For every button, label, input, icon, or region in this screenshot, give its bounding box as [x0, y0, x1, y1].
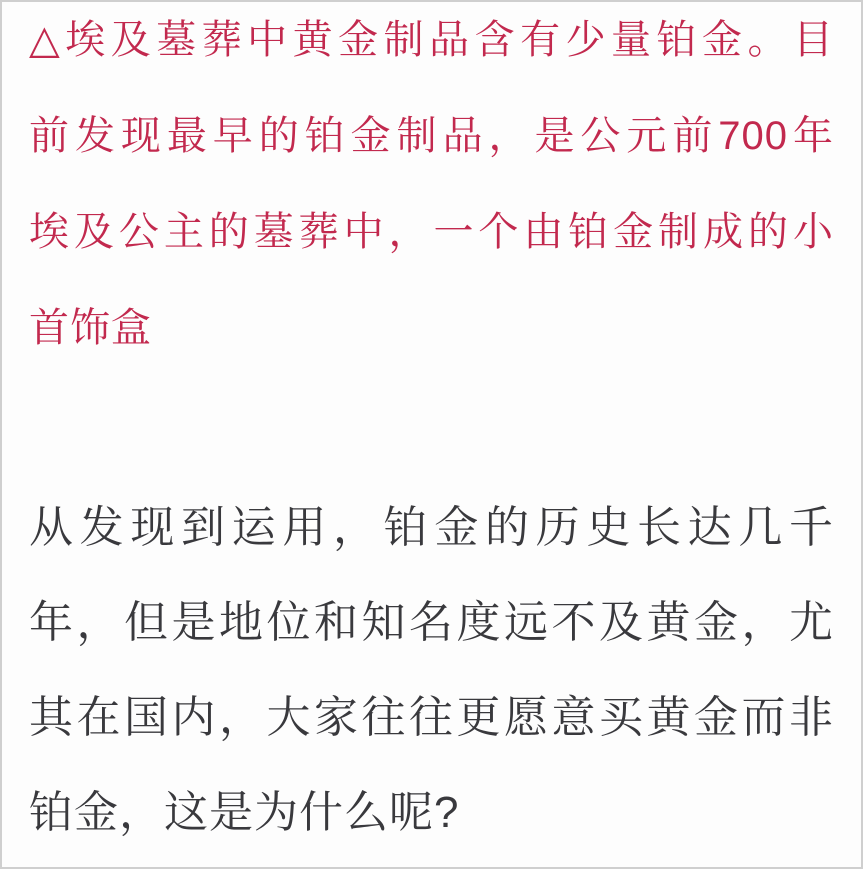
caption-line-4: 首饰盒	[29, 306, 152, 350]
caption-paragraph	[29, 0, 834, 376]
body-line-2: 年，但是地位和知名度远不及黄金，尤	[29, 598, 834, 647]
body-line-4: 铂金，这是为什么呢?	[29, 788, 460, 837]
caption-line-3: 埃及公主的墓葬中，一个由铂金制成的小	[29, 210, 834, 254]
caption-line-2: 前发现最早的铂金制品，是公元前700年	[29, 114, 834, 158]
body-line-3: 其在国内，大家往往更愿意买黄金而非	[29, 693, 834, 742]
caption-line-1: △埃及墓葬中黄金制品含有少量铂金。目	[29, 18, 834, 62]
body-line-1: 从发现到运用，铂金的历史长达几千	[29, 503, 834, 552]
body-paragraph	[29, 480, 834, 860]
